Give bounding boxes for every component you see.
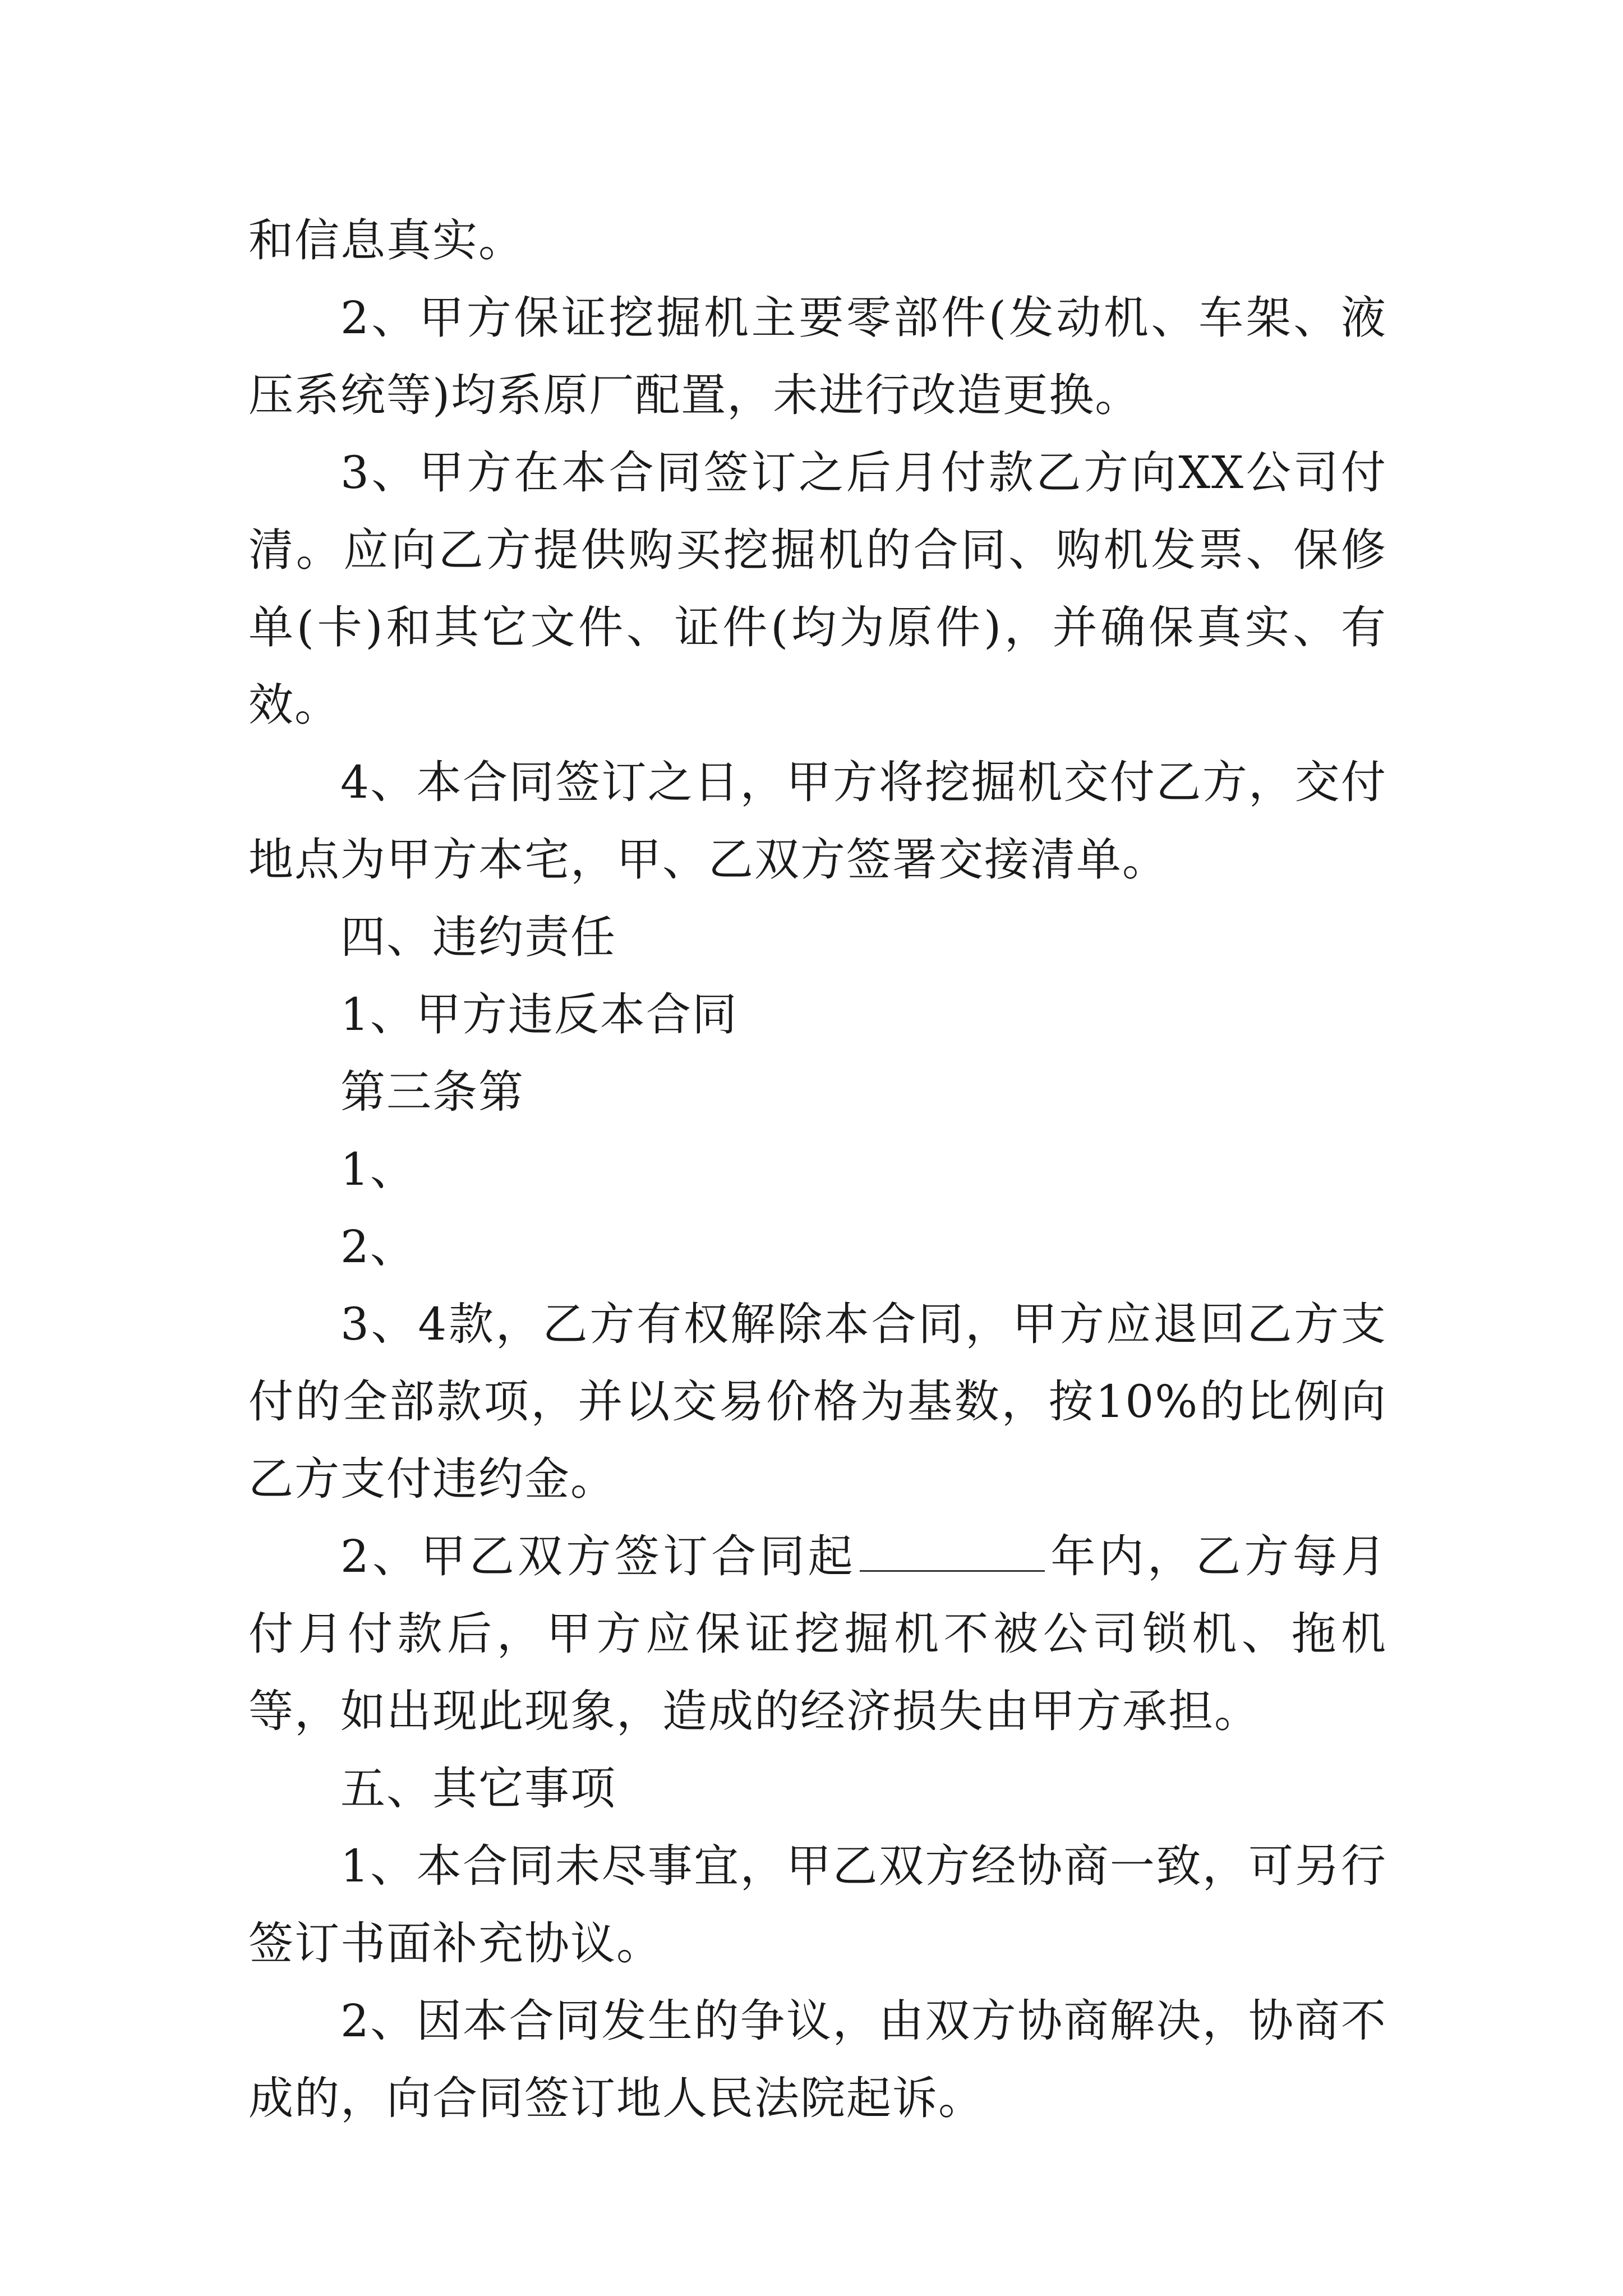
- paragraph-item-1: 1、: [340, 1143, 416, 1195]
- paragraph-item-3-4: 3、4款，乙方有权解除本合同，甲方应退回乙方支付的全部款项，并以交易价格为基数，按10%的比例向乙方支付违约金。: [248, 1298, 1387, 1505]
- fill-in-blank: [860, 1536, 1045, 1572]
- section-heading-other: 五、其它事项: [340, 1763, 616, 1815]
- paragraph-other-2: 2、因本合同发生的争议，由双方协商解决，协商不成的，向合同签订地人民法院起诉。: [248, 1995, 1387, 2124]
- paragraph-2: 2、甲方保证挖掘机主要零部件(发动机、车架、液压系统等)均系原厂配置，未进行改造更换。: [248, 292, 1387, 421]
- section-heading-breach: 四、违约责任: [340, 911, 616, 963]
- paragraph-1: 和信息真实。: [248, 214, 524, 266]
- document-body: [248, 202, 1387, 2137]
- paragraph-item-2: 2、: [340, 1221, 416, 1273]
- paragraph-other-1: 1、本合同未尽事宜，甲乙双方经协商一致，可另行签订书面补充协议。: [248, 1840, 1387, 1970]
- paragraph-4: 4、本合同签订之日，甲方将挖掘机交付乙方，交付地点为甲方本宅，甲、乙双方签署交接清单。: [248, 756, 1387, 886]
- paragraph-with-blank: [248, 1518, 1387, 1750]
- paragraph-breach-1: 1、甲方违反本合同: [340, 988, 738, 1041]
- paragraph-3: 3、甲方在本合同签订之后月付款乙方向XX公司付清。应向乙方提供购买挖掘机的合同、购机发票、保修单(卡)和其它文件、证件(均为原件)，并确保真实、有效。: [248, 447, 1387, 731]
- text-before-blank: 2、甲乙双方签订合同起: [340, 1530, 857, 1582]
- paragraph-article-three: 第三条第: [340, 1066, 524, 1118]
- text-after-blank: 年内，乙方每月付月付款后，甲方应保证挖掘机不被公司锁机、拖机等，如出现此现象，造成的经济损失由甲方承担。: [248, 1530, 1387, 1737]
